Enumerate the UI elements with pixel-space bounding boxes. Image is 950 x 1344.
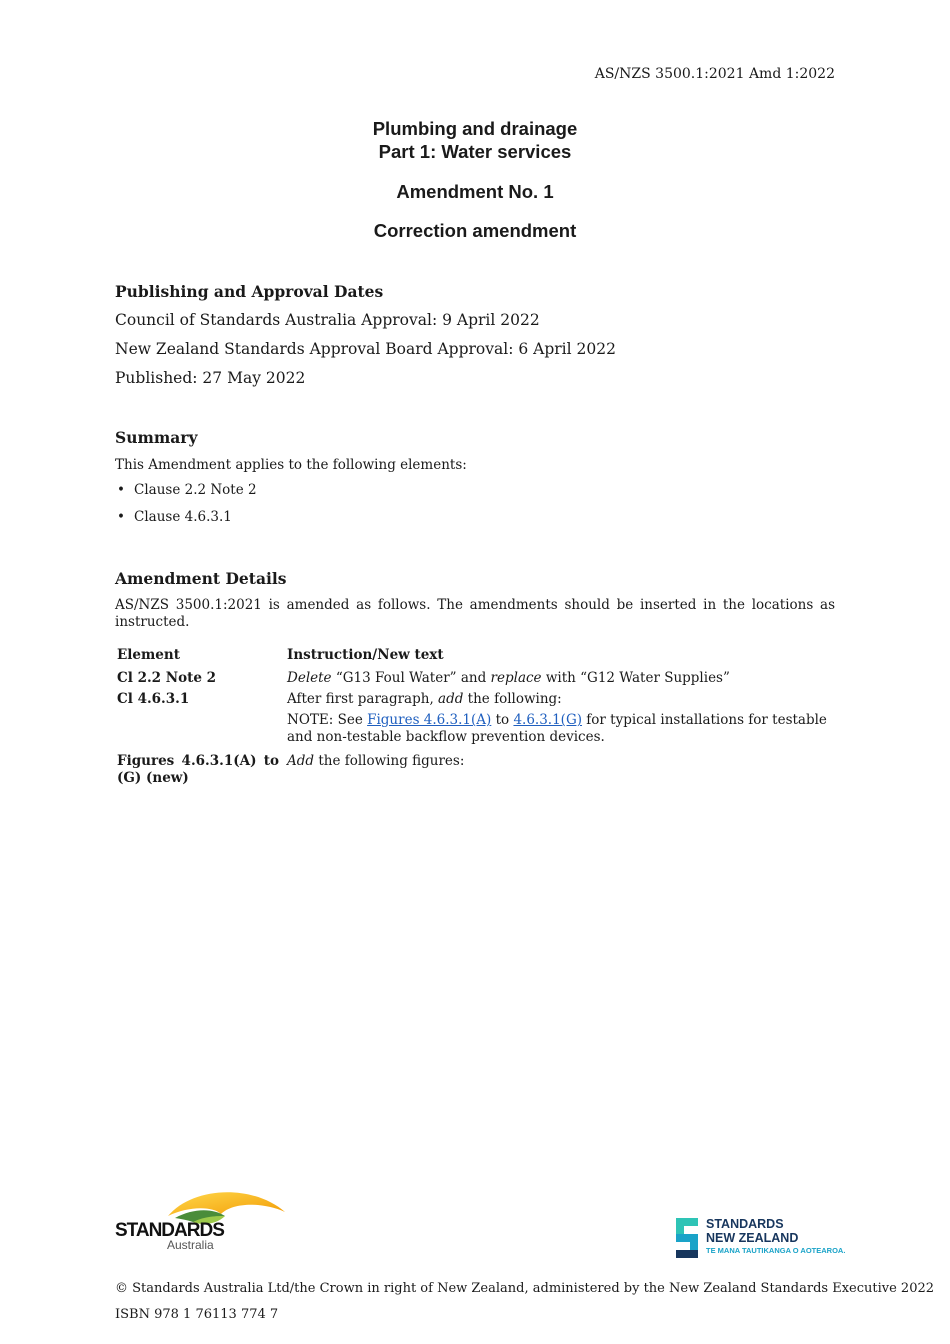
details-intro: AS/NZS 3500.1:2021 is amended as follows. The amendments should be inserted in the locations as instructed. xyxy=(115,597,835,630)
note-text: NOTE: See Figures 4.6.3.1(A) to 4.6.3.1(G) for typical installations for testable and non-testable backflow prevention devices. xyxy=(287,712,827,745)
table-row xyxy=(113,752,838,790)
list-item: • Clause 2.2 Note 2 xyxy=(115,482,257,509)
table-row xyxy=(113,669,838,690)
row-element: Cl 4.6.3.1 xyxy=(117,691,190,707)
row-instruction xyxy=(283,752,838,790)
instruction-text: with “G12 Water Supplies” xyxy=(541,670,730,686)
list-item: • Clause 4.6.3.1 xyxy=(115,509,257,536)
row-element: Cl 2.2 Note 2 xyxy=(117,670,217,686)
standards-australia-logo xyxy=(113,1186,288,1256)
figure-link-g[interactable]: 4.6.3.1(G) xyxy=(513,712,583,728)
column-header-instruction: Instruction/New text xyxy=(287,647,444,663)
snz-line-1: STANDARDS xyxy=(706,1217,784,1231)
column-header-element: Element xyxy=(117,647,180,663)
snz-mark-icon xyxy=(676,1218,702,1260)
summary-intro: This Amendment applies to the following elements: xyxy=(115,457,467,473)
snz-tagline: TE MANA TAUTIKANGA O AOTEAROA. xyxy=(706,1246,846,1255)
publishing-heading: Publishing and Approval Dates xyxy=(115,282,384,301)
published-date: Published: 27 May 2022 xyxy=(115,369,306,387)
amendment-number: Amendment No. 1 xyxy=(396,181,554,202)
row-instruction xyxy=(283,669,838,690)
nz-board-approval: New Zealand Standards Approval Board Approval: 6 April 2022 xyxy=(115,340,616,358)
instruction-text: the following figures: xyxy=(314,753,465,769)
document-id: AS/NZS 3500.1:2021 Amd 1:2022 xyxy=(594,66,835,82)
instruction-verb: replace xyxy=(490,670,542,686)
summary-heading: Summary xyxy=(115,428,198,447)
row-element: Figures 4.6.3.1(A) to (G) (new) xyxy=(117,753,279,786)
instruction-verb: Delete xyxy=(287,670,332,686)
figure-link-a[interactable]: Figures 4.6.3.1(A) xyxy=(367,712,492,728)
details-heading: Amendment Details xyxy=(115,569,287,588)
instruction-text: “G13 Foul Water” and xyxy=(331,670,491,686)
table-row xyxy=(113,711,838,752)
copyright-notice: © Standards Australia Ltd/the Crown in right of New Zealand, administered by the New Zealand Standards Executive 2022 xyxy=(115,1281,935,1296)
isbn: ISBN 978 1 76113 774 7 xyxy=(115,1307,279,1322)
table-row xyxy=(113,690,838,711)
amendment-table xyxy=(113,646,838,790)
title-line-2: Part 1: Water services xyxy=(378,141,572,162)
council-approval: Council of Standards Australia Approval: 9 April 2022 xyxy=(115,311,540,329)
standards-nz-logo xyxy=(676,1216,846,1260)
summary-list xyxy=(115,482,257,536)
amendment-type: Correction amendment xyxy=(373,220,577,241)
instruction-text: the following: xyxy=(463,691,562,707)
snz-line-2: NEW ZEALAND xyxy=(706,1231,799,1245)
title-line-1: Plumbing and drainage xyxy=(372,118,578,139)
instruction-verb: Add xyxy=(287,753,315,769)
instruction-text: After first paragraph, xyxy=(287,691,439,707)
row-instruction xyxy=(283,690,838,711)
sa-subtitle: Australia xyxy=(167,1238,214,1252)
table-header-row xyxy=(113,646,838,669)
instruction-verb: add xyxy=(438,691,464,707)
sa-wordmark: STANDARDS xyxy=(115,1220,224,1241)
